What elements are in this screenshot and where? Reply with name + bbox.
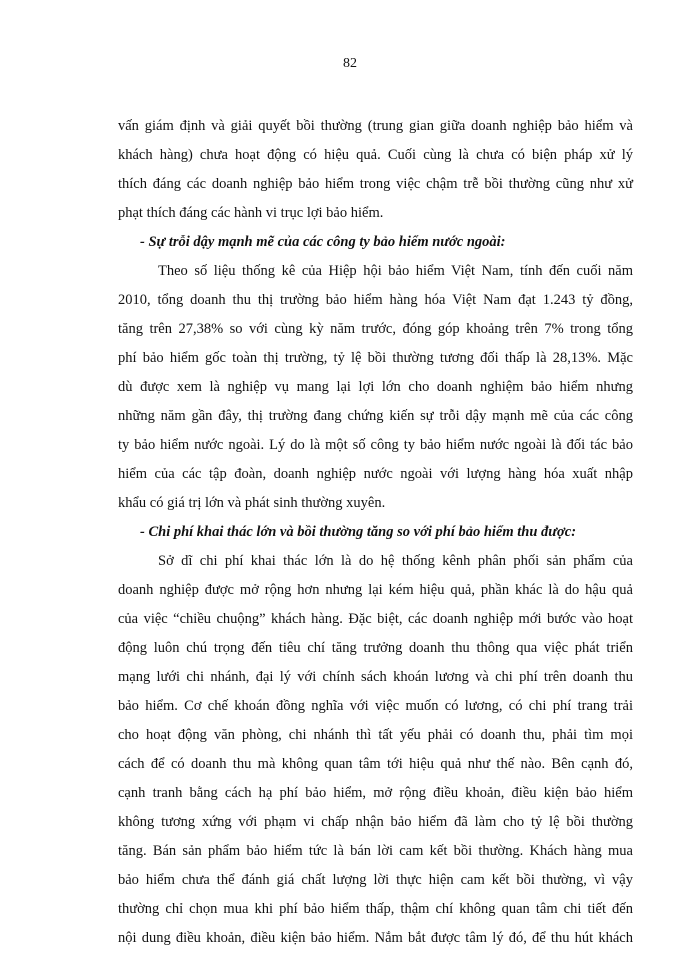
paragraph-insurance-claims	[118, 112, 633, 228]
paragraph-foreign-insurers	[118, 257, 633, 518]
text-line: khách hàng) chưa hoạt động có hiệu quả. Cuối cùng là chưa có biện pháp xử lý	[118, 147, 633, 163]
text-line: những năm gần đây, thị trường đang chứng kiến sự trỗi dậy mạnh mẽ của các công	[118, 408, 633, 424]
text-line: vấn giám định và giải quyết bồi thường (trung gian giữa doanh nghiệp bảo hiểm và	[118, 118, 633, 134]
text-line: của việc “chiều chuộng” khách hàng. Đặc biệt, các doanh nghiệp mới bước vào hoạt	[118, 611, 633, 627]
text-line: bảo hiểm chưa thể đánh giá chất lượng lời thực hiện cam kết bồi thường, vì vậy	[118, 872, 633, 888]
text-line: doanh nghiệp được mở rộng hơn nhưng lại kém hiệu quả, phần khác là do hậu quả	[118, 582, 633, 598]
text-line: hiểm của các tập đoàn, doanh nghiệp nước ngoài với lượng hàng hóa xuất nhập	[118, 466, 633, 482]
text-line: tăng. Bán sản phẩm bảo hiểm tức là bán lời cam kết bồi thường. Khách hàng mua	[118, 843, 633, 859]
text-line: không tương xứng với phạm vi chấp nhận bảo hiểm đã làm cho tỷ lệ bồi thường	[118, 814, 633, 830]
paragraph-operating-costs	[118, 547, 633, 953]
text-line: Theo số liệu thống kê của Hiệp hội bảo hiểm Việt Nam, tính đến cuối năm	[158, 263, 633, 279]
text-line: dù được xem là nghiệp vụ mang lại lợi lớn cho doanh nghiệm bảo hiểm nhưng	[118, 379, 633, 395]
page-number: 82	[343, 56, 357, 71]
text-line: tăng trên 27,38% so với cùng kỳ năm trước, đóng góp khoảng trên 7% trong tổng	[118, 321, 633, 337]
text-line: cạnh tranh bằng cách hạ phí bảo hiểm, mở rộng điều khoản, điều kiện bảo hiểm	[118, 785, 633, 801]
document-body	[118, 112, 633, 953]
text-line: động luôn chú trọng đến tiêu chí tăng trưởng doanh thu thông qua việc phát triển	[118, 640, 633, 656]
text-line: nội dung điều khoản, điều kiện bảo hiểm. Nắm bắt được tâm lý đó, để thu hút khách	[118, 930, 633, 946]
text-line: khẩu có giá trị lớn và phát sinh thường xuyên.	[118, 495, 386, 511]
text-line: Sở dĩ chi phí khai thác lớn là do hệ thống kênh phân phối sản phẩm của	[158, 553, 633, 569]
text-line: mạng lưới chi nhánh, đại lý với chính sách khoán lương và chi phí trên doanh thu	[118, 669, 633, 685]
section-heading-operating-costs: - Chi phí khai thác lớn và bồi thường tăng so với phí bảo hiểm thu được:	[140, 524, 577, 540]
text-line: cho hoạt động văn phòng, chi nhánh thì tất yếu phải có doanh thu, phải tìm mọi	[118, 727, 633, 743]
text-line: phí bảo hiểm gốc toàn thị trường, tỷ lệ bồi thường tương đối thấp là 28,13%. Mặc	[118, 350, 633, 366]
text-line: 2010, tổng doanh thu thị trường bảo hiểm hàng hóa Việt Nam đạt 1.243 tỷ đồng,	[118, 292, 633, 308]
section-heading-foreign-insurers: - Sự trỗi dậy mạnh mẽ của các công ty bảo hiểm nước ngoài:	[140, 234, 506, 250]
text-line: phạt thích đáng các hành vi trục lợi bảo hiểm.	[118, 205, 384, 221]
text-line: bảo hiểm. Cơ chế khoán đồng nghĩa với việc muốn có lương, có chi phí trang trải	[118, 698, 633, 714]
text-line: ty bảo hiểm nước ngoài. Lý do là một số công ty bảo hiểm nước ngoài là đối tác bảo	[118, 437, 633, 453]
text-line: thích đáng các doanh nghiệp bảo hiểm trong việc chậm trễ bồi thường cũng như xử	[118, 176, 633, 192]
text-line: thường chỉ chọn mua khi phí bảo hiểm thấp, thậm chí không quan tâm chi tiết đến	[118, 901, 633, 917]
text-line: cách để có doanh thu mà không quan tâm tới hiệu quả như thế nào. Bên cạnh đó,	[118, 756, 633, 772]
